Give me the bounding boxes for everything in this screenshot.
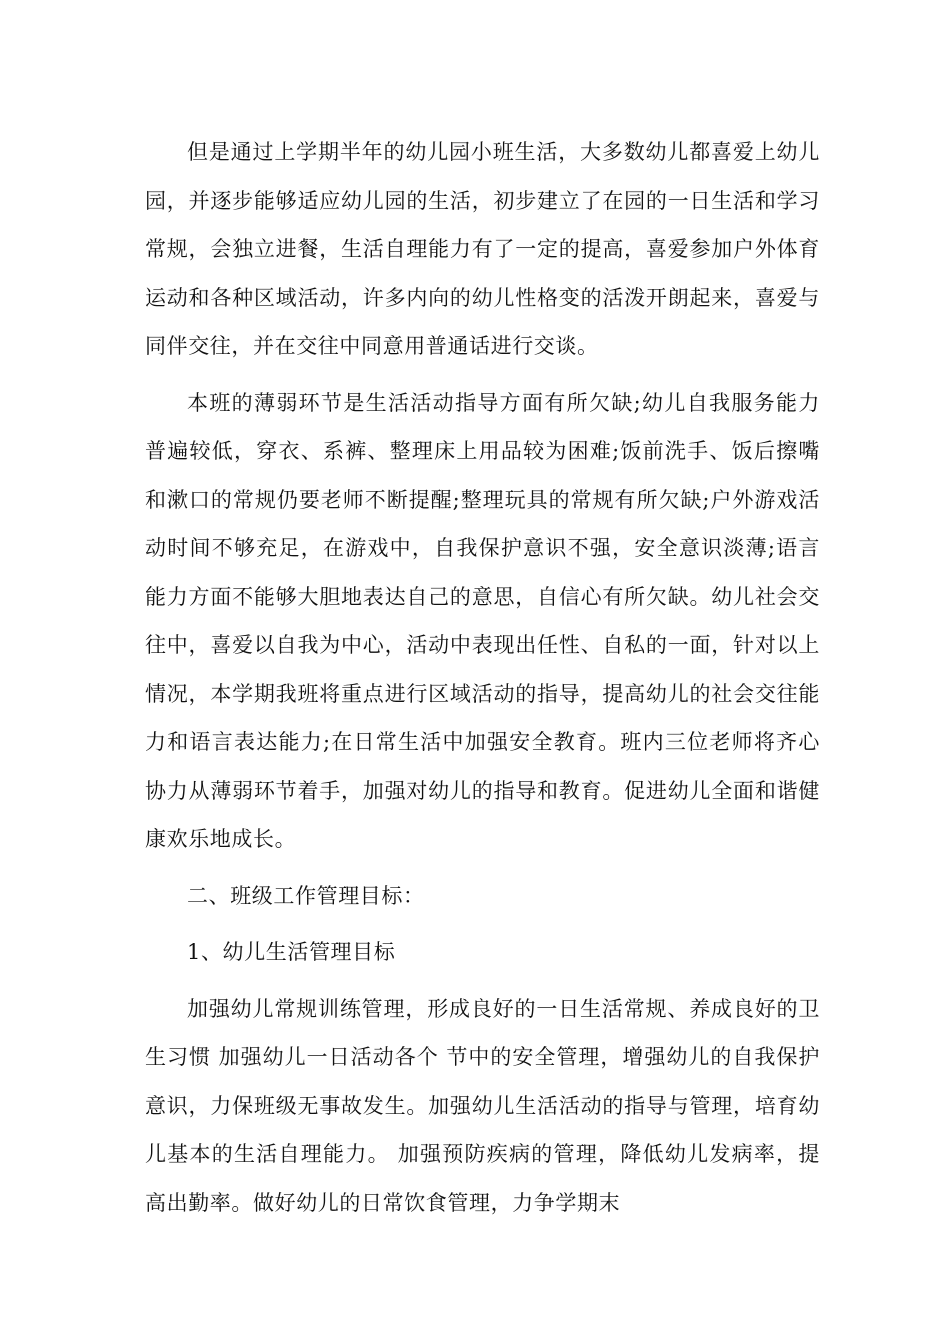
paragraph-life-management-goals: 加强幼儿常规训练管理，形成良好的一日生活常规、养成良好的卫生习惯 加强幼儿一日活动各个 节中的安全管理，增强幼儿的自我保护意识，力保班级无事故发生。加强幼儿生活活动的指导与管理，培育幼儿基本的生活自理能力。 加强预防疾病的管理，降低幼儿发病率，提高出勤率。做好幼儿的日常饮食管理，力争学期末 <box>145 996 820 1215</box>
section-heading-management-goals: 二、班级工作管理目标： <box>187 883 425 908</box>
paragraph-class-situation: 但是通过上学期半年的幼儿园小班生活，大多数幼儿都喜爱上幼儿园，并逐步能够适应幼儿园的生活，初步建立了在园的一日生活和学习常规，会独立进餐，生活自理能力有了一定的提高，喜爱参加户外体育运动和各种区域活动，许多内向的幼儿性格变的活泼开朗起来，喜爱与同伴交往，并在交往中同意用普通话进行交谈。 <box>145 140 820 358</box>
document-body <box>145 128 820 1235</box>
subsection-heading-life-management: 1、幼儿生活管理目标 <box>187 940 396 964</box>
paragraph-weak-points: 本班的薄弱环节是生活活动指导方面有所欠缺;幼儿自我服务能力普遍较低，穿衣、系裤、整理床上用品较为困难;饭前洗手、饭后擦嘴和漱口的常规仍要老师不断提醒;整理玩具的常规有所欠缺;户外游戏活动时间不够充足，在游戏中，自我保护意识不强，安全意识淡薄;语言能力方面不能够大胆地表达自己的意思，自信心有所欠缺。幼儿社会交往中，喜爱以自我为中心，活动中表现出任性、自私的一面，针对以上情况，本学期我班将重点进行区域活动的指导，提高幼儿的社会交往能力和语言表达能力;在日常生活中加强安全教育。班内三位老师将齐心协力从薄弱环节着手，加强对幼儿的指导和教育。促进幼儿全面和谐健康欢乐地成长。 <box>145 390 820 851</box>
